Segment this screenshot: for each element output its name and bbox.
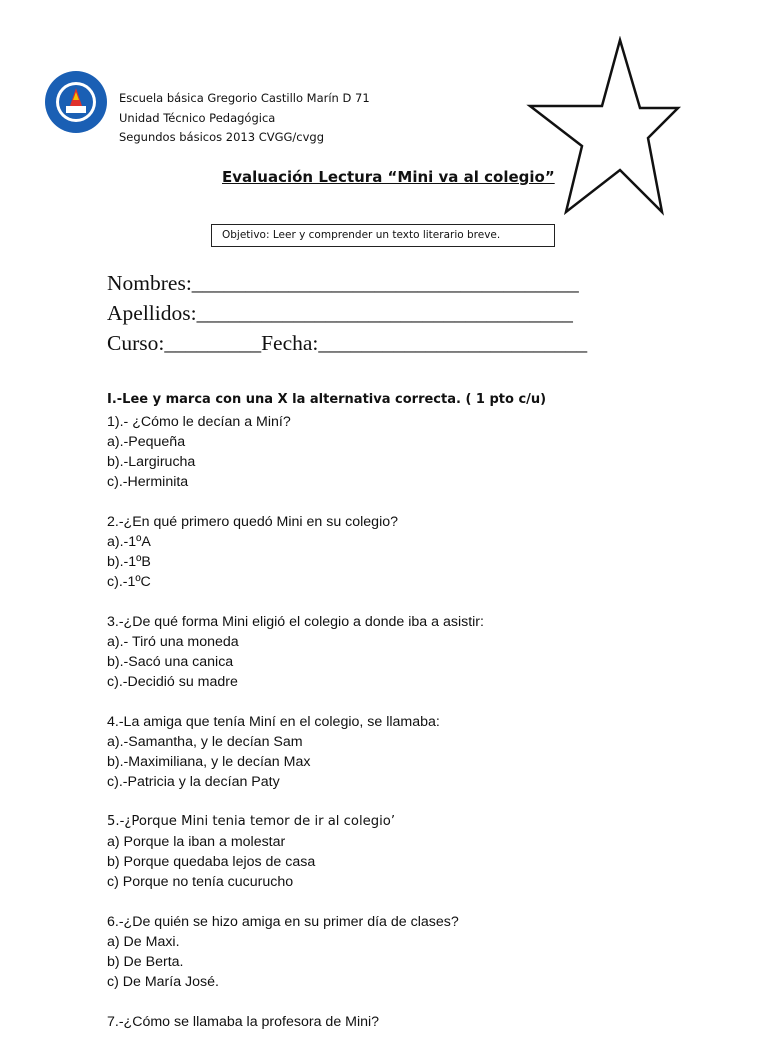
question-text: 3.-¿De qué forma Mini eligió el colegio a donde iba a asistir: (107, 614, 484, 630)
option-b[interactable]: b) De Berta. (107, 954, 184, 970)
student-fields (107, 268, 587, 358)
names-field[interactable]: Nombres:____________________________________ (107, 271, 579, 295)
objective-box: Objetivo: Leer y comprender un texto literario breve. (211, 224, 555, 247)
option-a[interactable]: a).-1ºA (107, 534, 151, 550)
question-3 (107, 612, 484, 692)
option-a[interactable]: a).-Samantha, y le decían Sam (107, 734, 303, 750)
question-6 (107, 912, 484, 992)
questions-list (107, 412, 484, 1052)
course-date-field[interactable]: Curso:_________Fecha:_________________________ (107, 331, 588, 355)
option-c[interactable]: c) De María José. (107, 974, 219, 990)
question-text: 2.-¿En qué primero quedó Mini en su colegio? (107, 514, 399, 530)
question-2 (107, 512, 484, 592)
question-text: 4.-La amiga que tenía Miní en el colegio, se llamaba: (107, 714, 440, 730)
school-logo (44, 70, 108, 134)
school-unit: Unidad Técnico Pedagógica (119, 110, 276, 125)
option-a[interactable]: a) Porque la iban a molestar (107, 834, 286, 850)
option-b[interactable]: b).-Maximiliana, y le decían Max (107, 754, 311, 770)
page-title: Evaluación Lectura “Mini va al colegio” (222, 168, 555, 186)
question-text: 7.-¿Cómo se llamaba la profesora de Mini? (107, 1014, 380, 1030)
option-a[interactable]: a) De Maxi. (107, 934, 180, 950)
option-b[interactable]: b) Porque quedaba lejos de casa (107, 854, 316, 870)
option-c[interactable]: c).-Herminita (107, 474, 189, 490)
question-4 (107, 712, 484, 792)
question-1 (107, 412, 484, 492)
star-icon (526, 36, 686, 216)
option-c[interactable]: c).-1ºC (107, 574, 151, 590)
school-name: Escuela básica Gregorio Castillo Marín D 71 (119, 91, 370, 105)
option-c[interactable]: c).-Patricia y la decían Paty (107, 774, 280, 790)
option-a[interactable]: a).- Tiró una moneda (107, 634, 239, 650)
question-text: 1).- ¿Cómo le decían a Miní? (107, 414, 291, 430)
surnames-field[interactable]: Apellidos:___________________________________ (107, 301, 573, 325)
option-b[interactable]: b).-Largirucha (107, 454, 196, 470)
option-c[interactable]: c) Porque no tenía cucurucho (107, 874, 294, 890)
question-text: 6.-¿De quién se hizo amiga en su primer día de clases? (107, 914, 459, 930)
question-5 (107, 812, 484, 892)
option-b[interactable]: b).-Sacó una canica (107, 654, 234, 670)
school-grade: Segundos básicos 2013 CVGG/cvgg (119, 130, 325, 144)
question-7 (107, 1012, 484, 1032)
option-b[interactable]: b).-1ºB (107, 554, 151, 570)
question-text: 5.-¿Porque Mini tenia temor de ir al colegio’ (107, 814, 396, 829)
option-a[interactable]: a).-Pequeña (107, 434, 186, 450)
school-header (119, 89, 370, 148)
option-c[interactable]: c).-Decidió su madre (107, 674, 238, 690)
section-title: I.-Lee y marca con una X la alternativa correcta. ( 1 pto c/u) (107, 392, 547, 407)
